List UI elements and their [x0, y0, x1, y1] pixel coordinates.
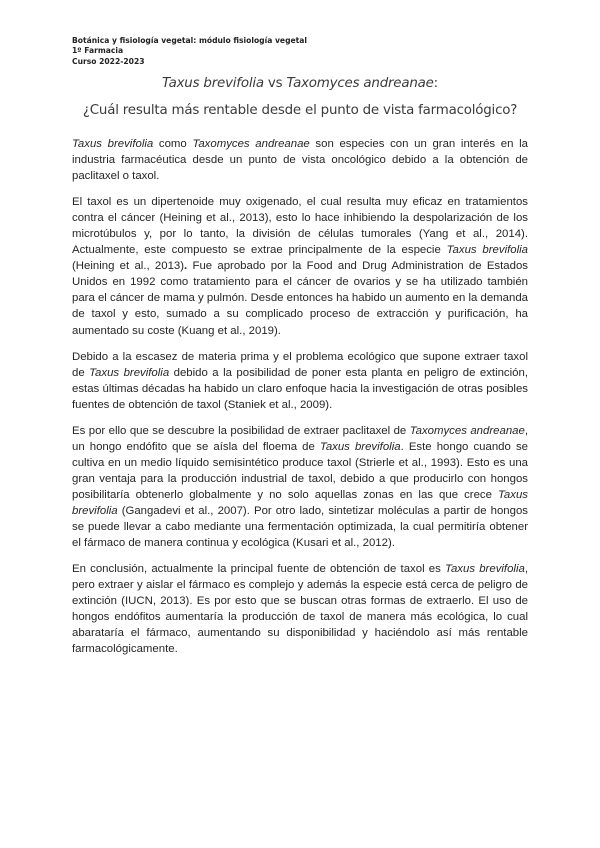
bold-period: . [184, 260, 188, 273]
paragraph-intro [72, 136, 528, 184]
header-degree: 1º Farmacia [72, 46, 124, 56]
paragraph-taxol [72, 194, 528, 338]
title-species-2: Taxomyces andreanae [286, 76, 434, 91]
paragraph-text: En conclusión, actualmente la principal fuente de obtención de taxol es [72, 563, 446, 576]
paragraph-text: (Gangadevi et al., 2007). Por otro lado, sintetizar moléculas a partir de hongos se puede llevar a cabo mediante una fermentación optimizada, la cual permitiría obtener el fármaco de manera continua y ecológica (Kusari et al., 2012). [72, 504, 528, 550]
header-course-module: Botánica y fisiología vegetal: módulo fisiología vegetal [72, 36, 308, 45]
species-name: Taxus brevifolia [72, 138, 154, 150]
title-species-1: Taxus brevifolia [162, 76, 264, 91]
document-body [72, 136, 528, 667]
paragraph-fungus [72, 423, 528, 551]
species-name: Taxus brevifolia [72, 488, 528, 517]
species-name: Taxomyces andreanae [409, 424, 525, 437]
paragraph-text: como [153, 138, 193, 150]
page-title [0, 76, 600, 91]
paragraph-text: . Este hongo cuando se cultiva en un medio líquido semisintético produce taxol (Strierle et al., 1993). Esto es una gran ventaja para la producción industrial de taxol, debido a que producirlo con hongos posibilitaría obtenerlo globalmente y no solo aquellas zonas en las que crece [72, 440, 528, 501]
paragraph-text: son especies con un gran interés en la industria farmacéutica desde un punto de vista oncológico debido a la obtención de paclitaxel o taxol. [72, 138, 528, 183]
page-subtitle: ¿Cuál resulta más rentable desde el punto de vista farmacológico? [82, 103, 518, 118]
species-name: Taxus brevifolia [446, 244, 528, 257]
paragraph-conclusion [72, 561, 528, 657]
species-name: Taxus brevifolia [89, 366, 170, 379]
title-vs: vs [263, 76, 287, 91]
paragraph-text: (Heining et al., 2013) [72, 260, 185, 273]
paragraph-scarcity [72, 349, 528, 413]
header-academic-year: Curso 2022-2023 [72, 56, 145, 66]
paragraph-text: , pero extraer y aislar el fármaco es complejo y además la especie está cerca de peligro de extinción (IUCN, 2013). Es por esto que se buscan otras formas de extraerlo. El uso de hongos endófitos aumentaría la producción de taxol de manera más ecológica, lo cual abarataría el fármaco, aumentando su disponibilidad y haciéndolo así más rentable farmacológicamente. [72, 563, 528, 656]
paragraph-text: Es por ello que se descubre la posibilidad de extraer paclitaxel de [72, 424, 410, 437]
document-header [72, 36, 307, 67]
paragraph-text: , un hongo endófito que se aísla del floema de [72, 424, 528, 453]
species-name: Taxus brevifolia [319, 440, 401, 453]
paragraph-text: Fue aprobado por la Food and Drug Administration de Estados Unidos en 1992 como tratamiento para el cáncer de ovarios y se ha utilizado también para el cáncer de mama y pulmón. Desde entonces ha habido un aumento en la demanda de taxol y esto, sumado a su complicado proceso de extracción y purificación, ha aumentado su coste (Kuang et al., 2019). [72, 260, 528, 337]
species-name: Taxomyces andreanae [192, 138, 310, 150]
paragraph-text: Debido a la escasez de materia prima y el problema ecológico que supone extraer taxol de [72, 350, 528, 379]
paragraph-text: El taxol es un dipertenoide muy oxigenado, el cual resulta muy eficaz en tratamientos contra el cáncer (Heining et al., 2013), esto lo hace inhibiendo la despolarización de los microtúbulos y, por lo tanto, la división de células tumorales (Yang et al., 2014). Actualmente, este compuesto se extrae principalmente de la especie [72, 196, 528, 257]
title-colon: : [433, 76, 438, 91]
paragraph-text: debido a la posibilidad de poner esta planta en peligro de extinción, estas últimas décadas ha habido un claro enfoque hacia la investigación de otras posibles fuentes de obtención de taxol (Staniek et al., 2009). [72, 366, 528, 411]
species-name: Taxus brevifolia [445, 563, 525, 576]
